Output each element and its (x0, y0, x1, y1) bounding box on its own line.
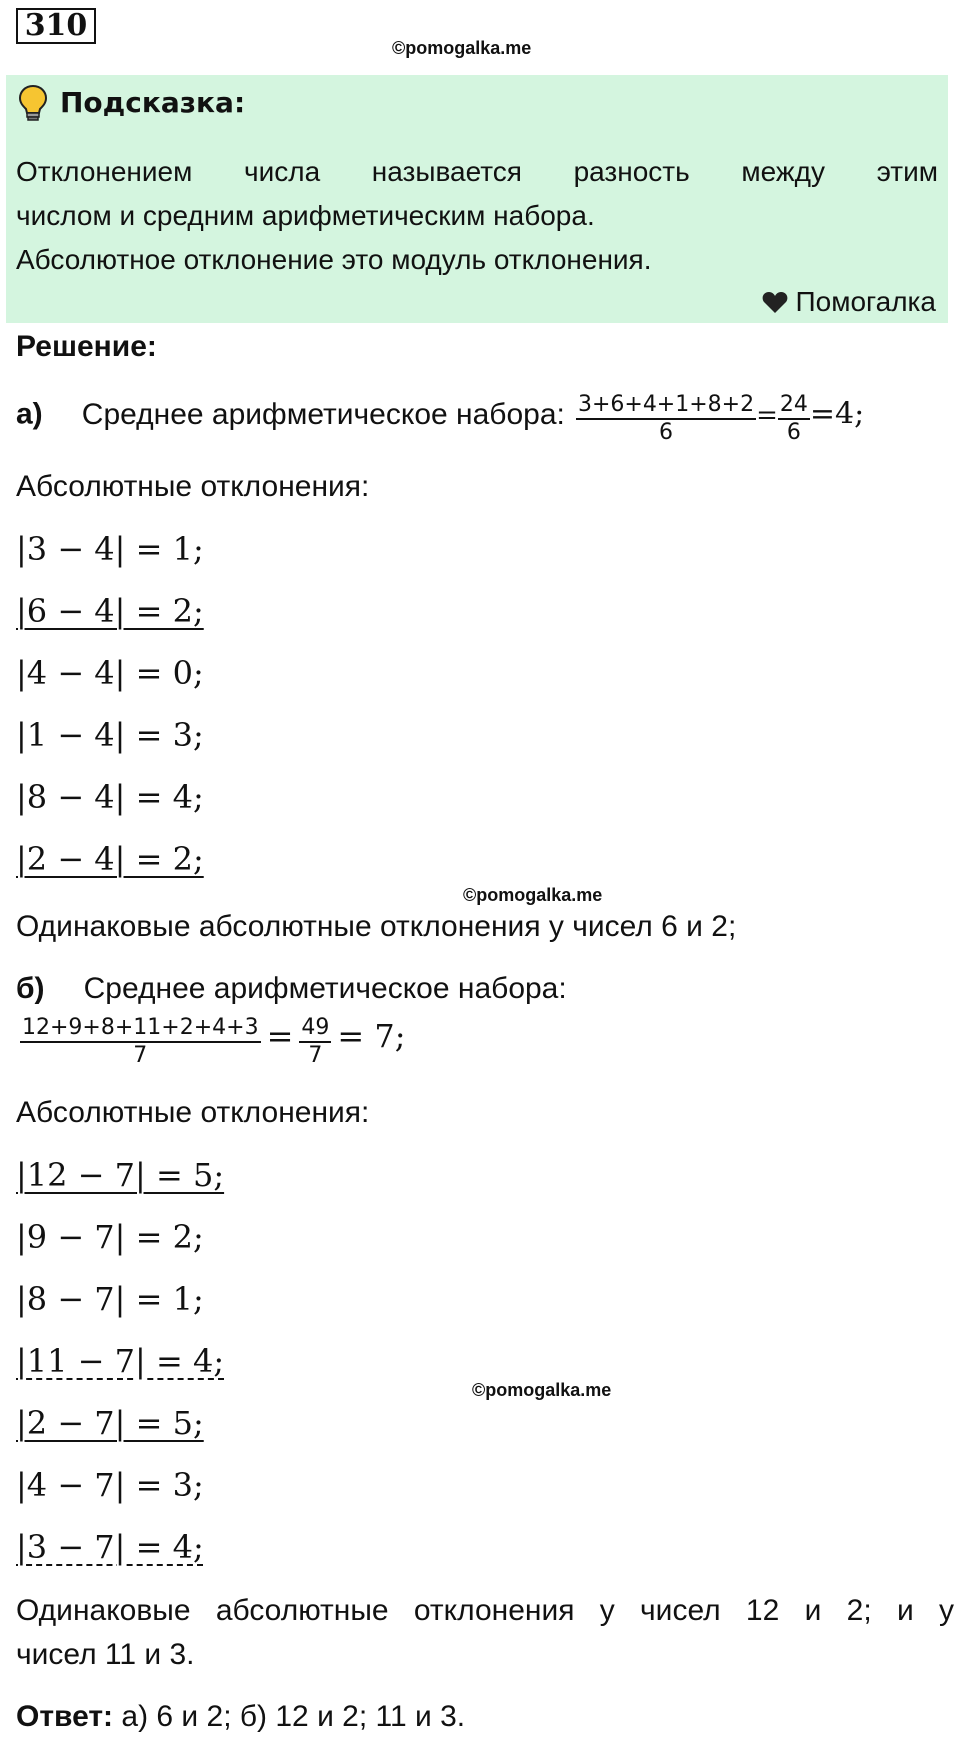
part-a-deviation: |4 − 4| = 0; (16, 654, 204, 692)
part-b-deviation: |2 − 7| = 5; (16, 1404, 204, 1442)
part-a-result: =4; (809, 396, 865, 432)
hint-title: Подсказка: (60, 86, 246, 119)
part-a-abs-heading: Абсолютные отклонения: (16, 470, 370, 503)
part-b-eq: = (266, 1016, 294, 1055)
answer-label: Ответ: (16, 1700, 114, 1733)
part-a-deviation: |8 − 4| = 4; (16, 778, 204, 816)
part-b-calculation (20, 1015, 406, 1069)
watermark-middle: ©pomogalka.me (463, 885, 603, 905)
part-b-deviation: |3 − 7| = 4; (16, 1528, 204, 1566)
answer-text: а) 6 и 2; б) 12 и 2; 11 и 3. (113, 1700, 466, 1733)
brand-name: Помогалка (795, 286, 936, 317)
part-a-mean (16, 392, 864, 446)
part-a-deviation: |3 − 4| = 1; (16, 530, 204, 568)
part-b-mean-text: Среднее арифметическое набора: (83, 972, 567, 1005)
task-number: 310 (16, 8, 96, 44)
part-a-frac2-num: 24 (778, 392, 810, 420)
lightbulb-icon (18, 84, 48, 122)
hint-line-1: Отклонением числа называется разность между этим (16, 156, 938, 187)
part-b-deviation: |9 − 7| = 2; (16, 1218, 204, 1256)
part-b-label: б) (16, 972, 45, 1005)
part-a-deviation: |6 − 4| = 2; (16, 592, 204, 630)
part-b-frac1-num: 12+9+8+11+2+4+3 (20, 1015, 261, 1043)
part-a-deviation: |1 − 4| = 3; (16, 716, 204, 754)
part-a-fraction-total (778, 392, 810, 446)
part-a-fraction-sum (576, 392, 756, 446)
part-b-frac2-num: 49 (299, 1015, 331, 1043)
heart-icon (762, 290, 788, 314)
part-b-deviation: |11 − 7| = 4; (16, 1342, 225, 1380)
hint-text (16, 150, 938, 282)
part-b-result: = 7; (337, 1016, 406, 1055)
part-a-frac2-den: 6 (786, 420, 801, 445)
part-b-frac2-den: 7 (308, 1043, 323, 1068)
part-b-conclusion-line2: чисел 11 и 3. (16, 1638, 195, 1671)
part-a-mean-text: Среднее арифметическое набора: (81, 397, 565, 431)
part-b-abs-heading: Абсолютные отклонения: (16, 1096, 370, 1129)
part-a-eq: = (756, 400, 778, 431)
part-b-fraction-total (299, 1015, 331, 1069)
part-b-frac1-den: 7 (133, 1043, 148, 1068)
part-a-label: а) (16, 397, 43, 431)
part-b-deviation: |12 − 7| = 5; (16, 1156, 225, 1194)
solution-heading: Решение: (16, 330, 157, 363)
brand-signature (762, 286, 936, 318)
part-a-frac1-den: 6 (659, 420, 674, 445)
watermark-bottom: ©pomogalka.me (472, 1380, 612, 1400)
hint-line-3: Абсолютное отклонение это модуль отклонения. (16, 244, 652, 275)
part-b-fraction-sum (20, 1015, 261, 1069)
part-b-conclusion-line1: Одинаковые абсолютные отклонения у чисел 12 и 2; и у (16, 1594, 954, 1627)
part-b-mean (16, 972, 567, 1006)
part-a-frac1-num: 3+6+4+1+8+2 (576, 392, 756, 420)
part-b-deviation: |8 − 7| = 1; (16, 1280, 204, 1318)
watermark-top: ©pomogalka.me (392, 38, 532, 58)
part-a-deviation: |2 − 4| = 2; (16, 840, 204, 878)
hint-line-2: числом и средним арифметическим набора. (16, 200, 595, 231)
part-b-deviation: |4 − 7| = 3; (16, 1466, 204, 1504)
answer (16, 1700, 465, 1734)
part-a-conclusion: Одинаковые абсолютные отклонения у чисел 6 и 2; (16, 910, 737, 943)
